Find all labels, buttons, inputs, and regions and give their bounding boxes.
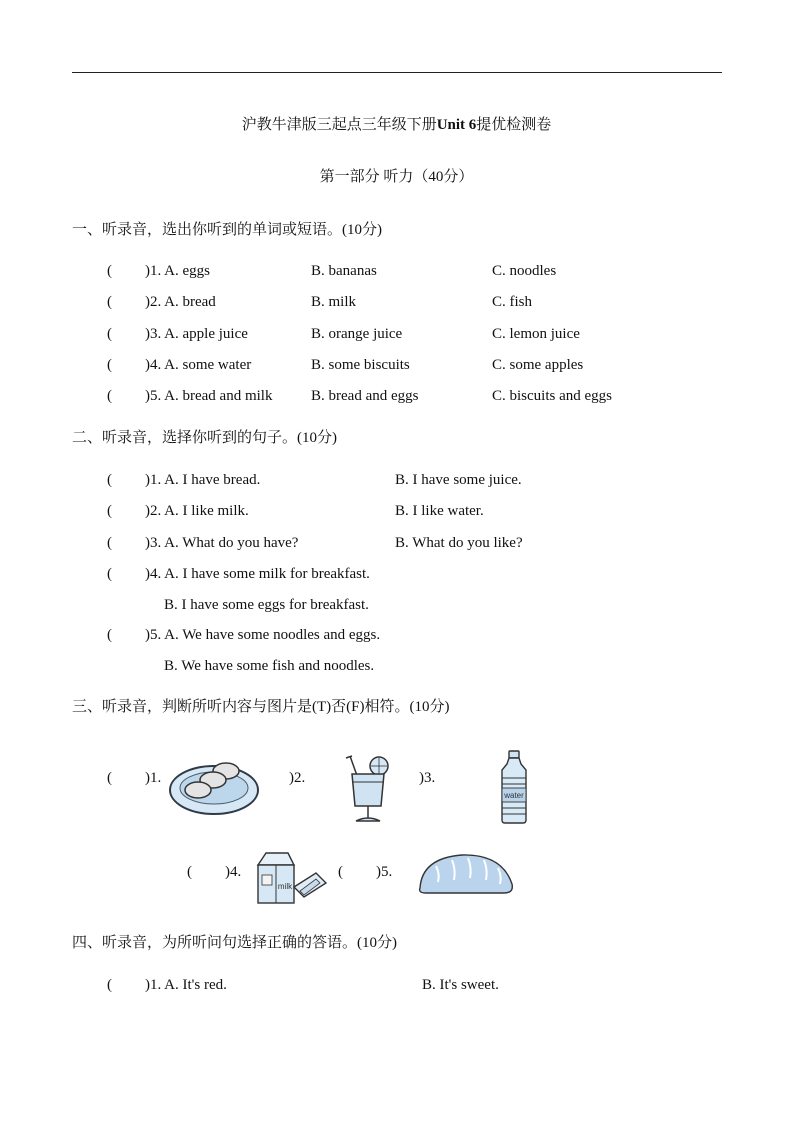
section-4-heading: 四、听录音，为所听问句选择正确的答语。(10分) (72, 935, 397, 951)
header-rule (72, 72, 722, 73)
option-b: B. I like water. (395, 503, 484, 519)
option-c: C. biscuits and eggs (492, 388, 612, 404)
option-b: B. bananas (311, 263, 377, 279)
option-a: )2. A. I like milk. (145, 503, 249, 519)
option-a: )4. A. I have some milk for breakfast. (145, 566, 370, 582)
option-c: C. lemon juice (492, 326, 580, 342)
answer-paren[interactable]: ( (107, 770, 112, 786)
option-a: )3. A. What do you have? (145, 535, 299, 551)
bread-picture (416, 852, 516, 896)
picture-label-2: )2. (289, 770, 306, 786)
picture-label-5: )5. (376, 864, 393, 880)
option-c: C. some apples (492, 357, 584, 373)
picture-label-1: )1. (145, 770, 162, 786)
answer-paren[interactable]: ( (107, 566, 112, 582)
section-1-heading: 一、听录音，选出你听到的单词或短语。(10分) (72, 222, 382, 238)
option-a: )1. A. It's red. (145, 977, 227, 993)
option-a: )5. A. We have some noodles and eggs. (145, 627, 381, 643)
answer-paren[interactable]: ( (107, 326, 112, 342)
option-b: B. bread and eggs (311, 388, 419, 404)
carton-label-text: milk (277, 882, 293, 891)
option-a: )2. A. bread (145, 294, 216, 310)
answer-paren[interactable]: ( (107, 503, 112, 519)
answer-paren[interactable]: ( (107, 388, 112, 404)
answer-paren[interactable]: ( (107, 472, 112, 488)
option-b: B. It's sweet. (422, 977, 499, 993)
answer-paren[interactable]: ( (338, 864, 343, 880)
juice-glass-picture (344, 754, 392, 826)
water-bottle-picture (498, 750, 530, 824)
answer-paren[interactable]: ( (107, 357, 112, 373)
option-b: B. I have some eggs for breakfast. (164, 597, 369, 613)
answer-paren[interactable]: ( (107, 263, 112, 279)
answer-paren[interactable]: ( (107, 294, 112, 310)
milk-biscuits-picture (254, 849, 330, 905)
option-c: C. noodles (492, 263, 557, 279)
option-b: B. orange juice (311, 326, 403, 342)
page-title: 沪教牛津版三起点三年级下册Unit 6提优检测卷 (241, 117, 552, 133)
option-a: )1. A. eggs (145, 263, 210, 279)
answer-paren[interactable]: ( (107, 535, 112, 551)
option-b: B. What do you like? (395, 535, 523, 551)
section-3-heading: 三、听录音，判断所听内容与图片是(T)否(F)相符。(10分) (72, 699, 450, 715)
option-a: )5. A. bread and milk (145, 388, 273, 404)
picture-label-3: )3. (419, 770, 436, 786)
eggs-plate-picture (168, 758, 260, 816)
option-b: B. I have some juice. (395, 472, 522, 488)
answer-paren[interactable]: ( (107, 977, 112, 993)
answer-paren[interactable]: ( (107, 627, 112, 643)
option-b: B. some biscuits (311, 357, 410, 373)
option-c: C. fish (492, 294, 533, 310)
section-2-heading: 二、听录音，选择你听到的句子。(10分) (72, 430, 337, 446)
part-title: 第一部分 听力（40分） (319, 169, 474, 185)
option-a: )3. A. apple juice (145, 326, 248, 342)
option-a: )4. A. some water (145, 357, 252, 373)
answer-paren[interactable]: ( (187, 864, 192, 880)
picture-label-4: )4. (225, 864, 242, 880)
option-b: B. We have some fish and noodles. (164, 658, 375, 674)
option-a: )1. A. I have bread. (145, 472, 261, 488)
bottle-label-text: water (504, 791, 524, 800)
option-b: B. milk (311, 294, 357, 310)
